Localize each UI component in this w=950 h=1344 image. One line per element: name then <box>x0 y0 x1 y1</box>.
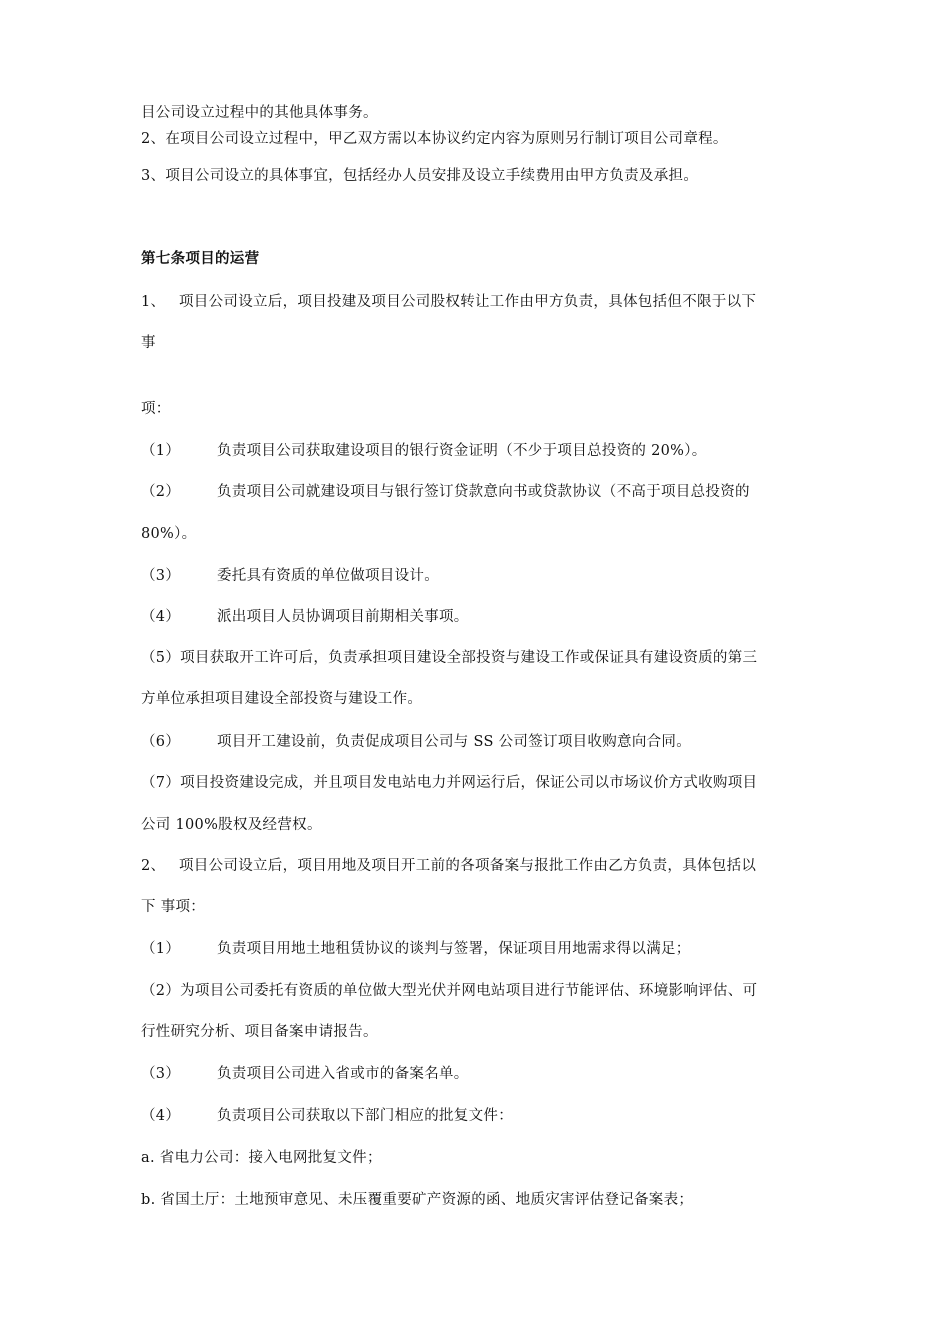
paragraph-line: （2）为项目公司委托有资质的单位做大型光伏并网电站项目进行节能评估、环境影响评估、可 <box>141 983 758 999</box>
list-number: （3） <box>141 1066 181 1082</box>
list-item <box>141 441 707 461</box>
list-number: （3） <box>141 568 181 584</box>
list-text: 负责项目公司就建设项目与银行签订贷款意向书或贷款协议（不高于项目总投资的 <box>217 484 750 500</box>
list-text: 派出项目人员协调项目前期相关事项。 <box>217 609 469 625</box>
list-text: 负责项目公司获取建设项目的银行资金证明（不少于项目总投资的 20%）。 <box>217 443 707 459</box>
list-text: 负责项目公司获取以下部门相应的批复文件： <box>217 1108 513 1124</box>
list-item <box>141 1064 469 1084</box>
list-number: （6） <box>141 734 181 750</box>
paragraph-line: 2、在项目公司设立过程中，甲乙双方需以本协议约定内容为原则另行制订项目公司章程。 <box>141 131 728 147</box>
paragraph-line: 3、项目公司设立的具体事宜，包括经办人员安排及设立手续费用由甲方负责及承担。 <box>141 168 699 184</box>
list-number: （4） <box>141 1108 181 1124</box>
list-text: 项目公司设立后，项目用地及项目开工前的各项备案与报批工作由乙方负责，具体包括以 <box>179 858 757 874</box>
paragraph-line: 80%）。 <box>141 526 197 542</box>
list-text: 项目开工建设前，负责促成项目公司与 SS 公司签订项目收购意向合同。 <box>217 734 692 750</box>
paragraph-line: 行性研究分析、项目备案申请报告。 <box>141 1024 378 1040</box>
list-item <box>141 856 756 876</box>
list-item <box>141 482 750 502</box>
paragraph-line: 公司 100%股权及经营权。 <box>141 817 322 833</box>
list-text: 委托具有资质的单位做项目设计。 <box>217 568 439 584</box>
paragraph-line: 目公司设立过程中的其他具体事务。 <box>141 105 378 121</box>
list-text: 项目公司设立后，项目投建及项目公司股权转让工作由甲方负责，具体包括但不限于以下 <box>179 294 757 310</box>
list-number: 1、 <box>141 294 166 310</box>
list-number: （1） <box>141 941 181 957</box>
list-number: （1） <box>141 443 181 459</box>
section-heading: 第七条项目的运营 <box>141 250 260 267</box>
paragraph-line: 事 <box>141 335 156 351</box>
list-text: 负责项目公司进入省或市的备案名单。 <box>217 1066 469 1082</box>
paragraph-line: a. 省电力公司：接入电网批复文件； <box>141 1150 382 1166</box>
list-item <box>141 939 691 959</box>
list-item <box>141 732 691 752</box>
paragraph-line: （7）项目投资建设完成，并且项目发电站电力并网运行后，保证公司以市场议价方式收购项目 <box>141 775 758 791</box>
list-item <box>141 607 469 627</box>
list-number: 2、 <box>141 858 166 874</box>
list-item <box>141 1106 513 1126</box>
paragraph-line: b. 省国土厅：土地预审意见、未压覆重要矿产资源的函、地质灾害评估登记备案表； <box>141 1192 694 1208</box>
list-item <box>141 566 439 586</box>
paragraph-line: 下 事项： <box>141 899 206 915</box>
list-text: 负责项目用地土地租赁协议的谈判与签署，保证项目用地需求得以满足； <box>217 941 691 957</box>
paragraph-line: （5）项目获取开工许可后，负责承担项目建设全部投资与建设工作或保证具有建设资质的第三 <box>141 650 758 666</box>
paragraph-line: 项： <box>141 401 171 417</box>
list-number: （2） <box>141 484 181 500</box>
list-item <box>141 292 756 312</box>
paragraph-line: 方单位承担项目建设全部投资与建设工作。 <box>141 691 423 707</box>
list-number: （4） <box>141 609 181 625</box>
